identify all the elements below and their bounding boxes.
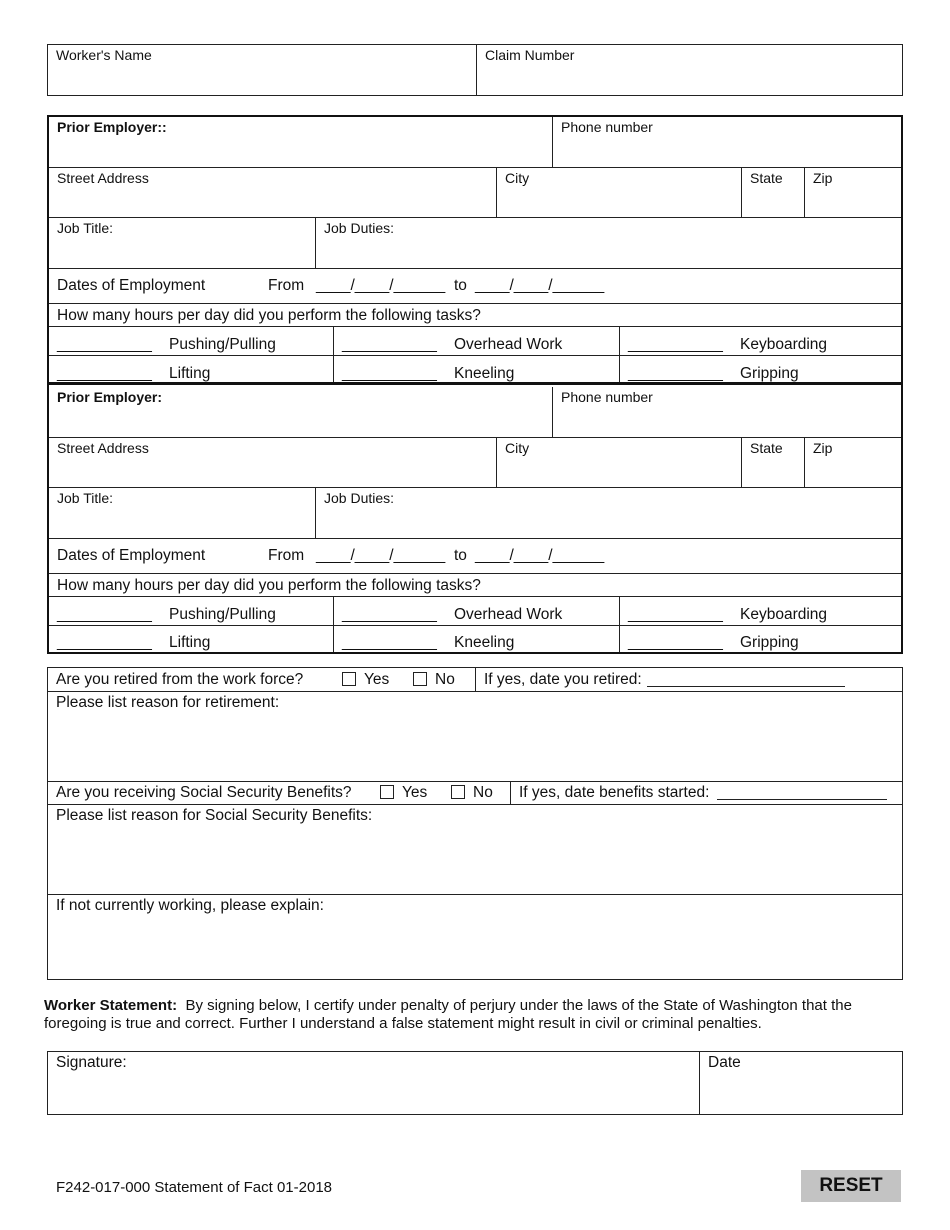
retired-no-option[interactable] xyxy=(413,671,455,689)
retired-date-line[interactable] xyxy=(647,673,845,687)
task-label: Keyboarding xyxy=(740,606,828,623)
ss-date-label: If yes, date benefits started: xyxy=(519,784,710,801)
employer2-hours-question: How many hours per day did you perform the following tasks? xyxy=(57,577,481,594)
retired-no-checkbox[interactable] xyxy=(413,672,427,686)
task-label: Kneeling xyxy=(454,365,515,382)
employers-section xyxy=(47,115,903,654)
employer2-name-row xyxy=(49,387,901,438)
employer1-job-title-label: Job Title: xyxy=(57,220,114,236)
employer2-task-kneeling xyxy=(333,626,619,652)
signature-date-field[interactable] xyxy=(699,1052,902,1114)
employer1-hours-row xyxy=(49,304,901,327)
employer1-phone-label: Phone number xyxy=(561,119,653,135)
not-working-area[interactable] xyxy=(48,895,902,979)
retired-row xyxy=(48,668,902,692)
worker-statement xyxy=(44,997,906,1033)
task-blank[interactable]: ___________ xyxy=(628,606,723,623)
ss-yes-checkbox[interactable] xyxy=(380,785,394,799)
employer1-task-gripping xyxy=(619,356,901,382)
employer2-task-overhead xyxy=(333,597,619,625)
task-label: Pushing/Pulling xyxy=(169,606,276,623)
worker-claim-box xyxy=(47,44,903,96)
retirement-reason-label: Please list reason for retirement: xyxy=(56,694,280,711)
employer2-city-field[interactable] xyxy=(496,438,741,487)
employer2-job-row xyxy=(49,488,901,539)
employer1-task-pushing xyxy=(49,327,333,355)
employer2-dates-label: Dates of Employment xyxy=(57,547,206,564)
employer1-street-label: Street Address xyxy=(57,170,149,186)
signature-label: Signature: xyxy=(56,1054,127,1071)
retired-question: Are you retired from the work force? xyxy=(56,671,304,688)
task-blank[interactable]: ___________ xyxy=(57,606,152,623)
employer2-address-row xyxy=(49,438,901,488)
task-label: Lifting xyxy=(169,365,211,382)
task-label: Gripping xyxy=(740,365,799,382)
claim-number-field[interactable] xyxy=(476,45,902,95)
task-blank[interactable]: ___________ xyxy=(342,606,437,623)
employer2-from-date[interactable]: ____/____/______ xyxy=(316,547,446,564)
employer1-tasks-row-2 xyxy=(49,356,901,385)
employer1-dates-label: Dates of Employment xyxy=(57,277,206,294)
task-label: Keyboarding xyxy=(740,336,828,353)
ss-row xyxy=(48,782,902,805)
employer2-job-title-label: Job Title: xyxy=(57,490,114,506)
employer1-from-date[interactable]: ____/____/______ xyxy=(316,277,446,294)
employer1-state-field[interactable] xyxy=(741,168,804,217)
employer2-hours-row xyxy=(49,574,901,597)
employer1-task-overhead xyxy=(333,327,619,355)
task-label: Pushing/Pulling xyxy=(169,336,276,353)
worker-statement-heading: Worker Statement: xyxy=(44,997,178,1014)
employer2-zip-label: Zip xyxy=(813,440,833,456)
ss-date-field[interactable] xyxy=(510,782,902,804)
ss-yes-label: Yes xyxy=(402,784,428,801)
employer1-hours-question: How many hours per day did you perform the following tasks? xyxy=(57,307,481,324)
retired-yes-checkbox[interactable] xyxy=(342,672,356,686)
task-blank[interactable]: ___________ xyxy=(57,336,152,353)
employer1-zip-field[interactable] xyxy=(804,168,901,217)
ss-reason-area[interactable] xyxy=(48,805,902,895)
employer1-phone-field[interactable] xyxy=(552,117,901,167)
employer2-tasks-row-1 xyxy=(49,597,901,626)
employer2-name-field[interactable] xyxy=(49,387,552,437)
task-label: Gripping xyxy=(740,634,799,651)
task-label: Kneeling xyxy=(454,634,515,651)
employer2-state-field[interactable] xyxy=(741,438,804,487)
employer1-job-title-field[interactable] xyxy=(49,218,315,268)
retired-yes-option[interactable] xyxy=(342,671,389,689)
task-label: Overhead Work xyxy=(454,336,563,353)
employer2-street-field[interactable] xyxy=(49,438,496,487)
employer1-task-keyboarding xyxy=(619,327,901,355)
claim-number-label: Claim Number xyxy=(485,47,575,63)
not-working-label: If not currently working, please explain: xyxy=(56,897,324,914)
employer2-task-lifting xyxy=(49,626,333,652)
retired-date-label: If yes, date you retired: xyxy=(484,671,642,688)
ss-no-label: No xyxy=(473,784,493,801)
task-blank[interactable]: ___________ xyxy=(628,365,723,382)
employer1-to-date[interactable]: ____/____/______ xyxy=(475,277,605,294)
employer1-street-field[interactable] xyxy=(49,168,496,217)
retirement-reason-area[interactable] xyxy=(48,692,902,782)
employer1-city-field[interactable] xyxy=(496,168,741,217)
employer1-address-row xyxy=(49,168,901,218)
retired-yes-label: Yes xyxy=(364,671,390,688)
employer2-tasks-row-2 xyxy=(49,626,901,652)
retired-no-label: No xyxy=(435,671,455,688)
ss-yes-option[interactable] xyxy=(380,784,427,802)
employer2-phone-label: Phone number xyxy=(561,389,653,405)
employer2-city-label: City xyxy=(505,440,530,456)
ss-reason-label: Please list reason for Social Security Benefits: xyxy=(56,807,373,824)
employer1-city-label: City xyxy=(505,170,530,186)
worker-name-field[interactable] xyxy=(48,45,476,95)
employer1-label: Prior Employer:: xyxy=(57,119,167,135)
retired-date-field[interactable] xyxy=(475,668,902,691)
employer2-task-gripping xyxy=(619,626,901,652)
task-label: Lifting xyxy=(169,634,211,651)
task-blank[interactable]: ___________ xyxy=(342,634,437,651)
employer2-state-label: State xyxy=(750,440,783,456)
ss-no-option[interactable] xyxy=(451,784,493,802)
employer2-from-label: From xyxy=(268,547,305,564)
task-blank[interactable]: ___________ xyxy=(342,336,437,353)
reset-button[interactable]: RESET xyxy=(801,1170,901,1202)
task-blank[interactable]: ___________ xyxy=(342,365,437,382)
employer1-task-lifting xyxy=(49,356,333,382)
employer2-to-date[interactable]: ____/____/______ xyxy=(475,547,605,564)
ss-question: Are you receiving Social Security Benefits? xyxy=(56,784,352,801)
employer2-street-label: Street Address xyxy=(57,440,149,456)
employer2-job-title-field[interactable] xyxy=(49,488,315,538)
status-section xyxy=(47,667,903,980)
employer2-zip-field[interactable] xyxy=(804,438,901,487)
employer1-state-label: State xyxy=(750,170,783,186)
employer1-task-kneeling xyxy=(333,356,619,382)
worker-statement-text: By signing below, I certify under penalty of perjury under the laws of the State of Washington that the foregoing is true and correct. Further I understand a false statement might result in civil or criminal penalties. xyxy=(44,997,852,1032)
employer2-task-pushing xyxy=(49,597,333,625)
task-blank[interactable]: ___________ xyxy=(628,336,723,353)
employer1-job-row xyxy=(49,218,901,269)
employer1-dates-row xyxy=(49,269,901,304)
signature-box xyxy=(47,1051,903,1115)
employer1-tasks-row-1 xyxy=(49,327,901,356)
employer1-to-label: to xyxy=(454,277,467,294)
signature-date-label: Date xyxy=(708,1054,741,1071)
ss-date-line[interactable] xyxy=(717,786,887,800)
employer1-job-duties-field[interactable] xyxy=(315,218,901,268)
employer2-label: Prior Employer: xyxy=(57,389,163,405)
employer2-dates-row xyxy=(49,539,901,574)
task-blank[interactable]: ___________ xyxy=(57,365,152,382)
employer1-name-field[interactable] xyxy=(49,117,552,167)
employer2-job-duties-label: Job Duties: xyxy=(324,490,395,506)
task-blank[interactable]: ___________ xyxy=(57,634,152,651)
employer1-from-label: From xyxy=(268,277,305,294)
worker-name-label: Worker's Name xyxy=(56,47,152,63)
employer2-to-label: to xyxy=(454,547,467,564)
employer2-job-duties-field[interactable] xyxy=(315,488,901,538)
form-id: F242-017-000 Statement of Fact 01-2018 xyxy=(56,1179,333,1196)
employer2-phone-field[interactable] xyxy=(552,387,901,437)
signature-field[interactable] xyxy=(48,1052,699,1114)
employer1-name-row xyxy=(49,117,901,168)
employer1-zip-label: Zip xyxy=(813,170,833,186)
task-label: Overhead Work xyxy=(454,606,563,623)
task-blank[interactable]: ___________ xyxy=(628,634,723,651)
employer1-job-duties-label: Job Duties: xyxy=(324,220,395,236)
ss-no-checkbox[interactable] xyxy=(451,785,465,799)
employer2-task-keyboarding xyxy=(619,597,901,625)
